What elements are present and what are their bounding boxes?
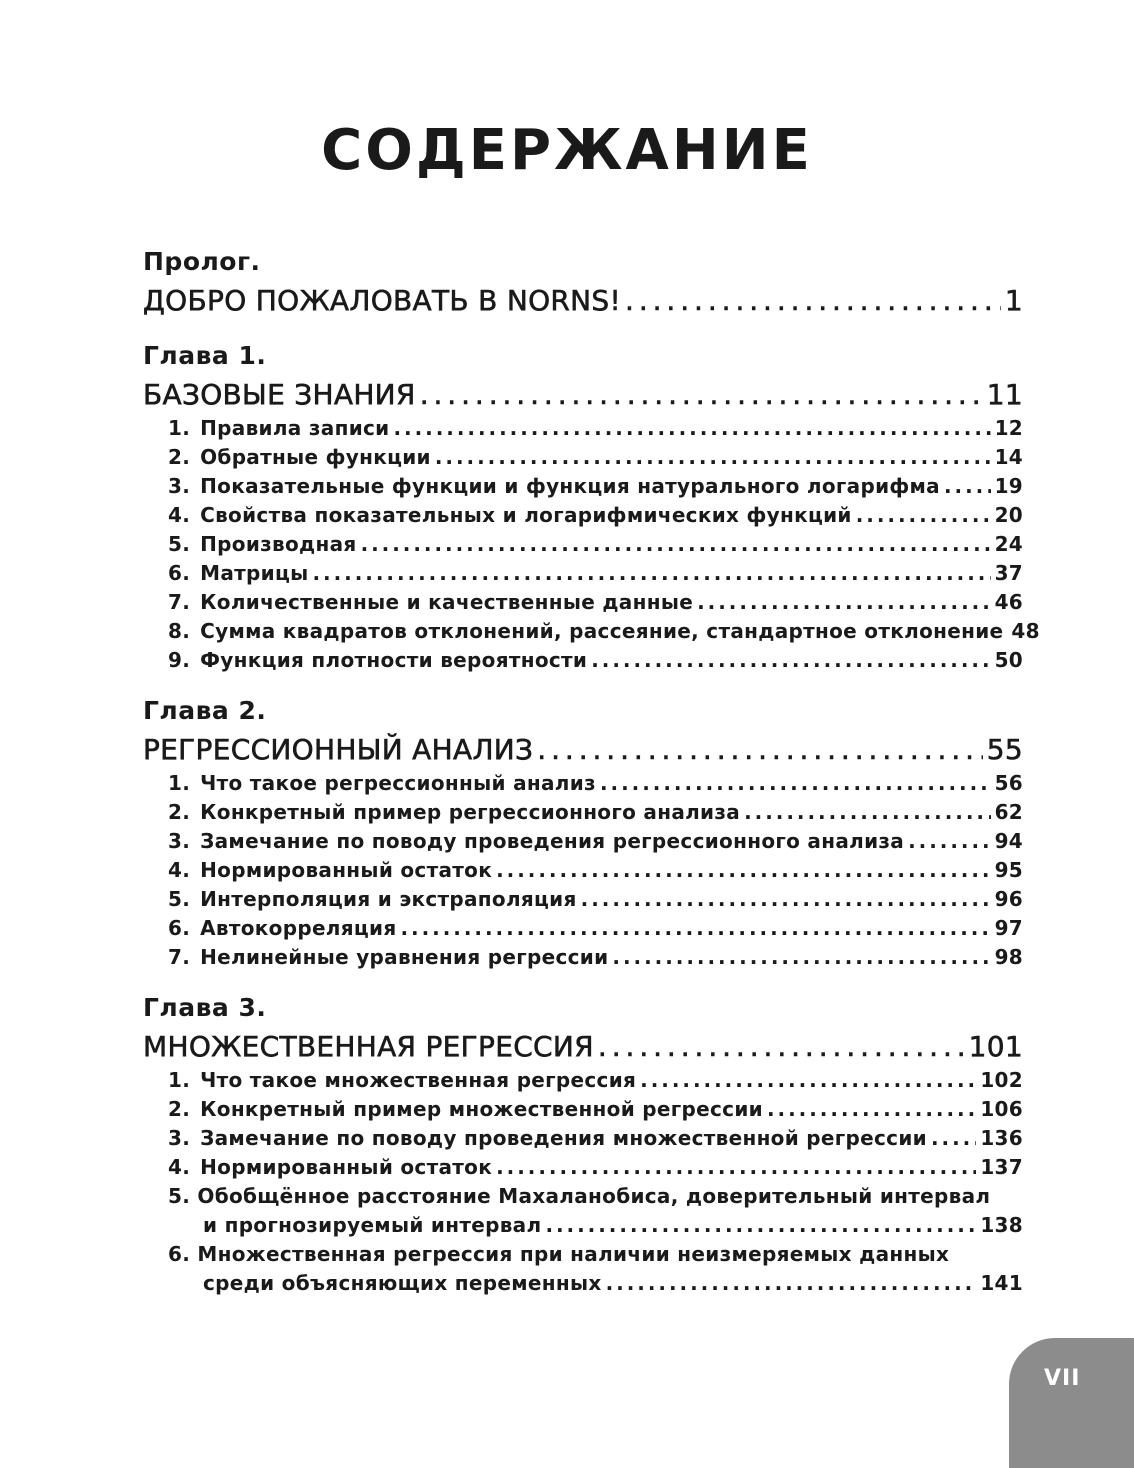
dot-leader: [931, 1124, 976, 1153]
toc-item[interactable]: [168, 617, 1040, 646]
item-title: Правила записи: [200, 416, 390, 440]
dot-leader: [697, 588, 990, 617]
item-title: Производная: [200, 532, 357, 556]
item-number: 1.: [168, 416, 191, 440]
toc-item[interactable]: [168, 914, 1023, 943]
toc-item[interactable]: [168, 827, 1023, 856]
item-title: Конкретный пример регрессионного анализа: [200, 800, 741, 824]
item-page: 106: [980, 1097, 1023, 1121]
page-number: VII: [1044, 1366, 1081, 1391]
item-number: 6.: [168, 916, 191, 940]
item-page: 50: [994, 648, 1023, 672]
chapter-heading: МНОЖЕСТВЕННАЯ РЕГРЕССИЯ: [143, 1030, 594, 1063]
item-page: 96: [994, 887, 1023, 911]
dot-leader: [767, 1095, 976, 1124]
toc-item[interactable]: [168, 414, 1023, 443]
dot-leader: [625, 282, 1001, 320]
item-number: 1.: [168, 771, 191, 795]
item-title: Нормированный остаток: [200, 1155, 493, 1179]
item-title: Количественные и качественные данные: [200, 590, 694, 614]
toc-item[interactable]: [168, 443, 1023, 472]
dot-leader: [361, 530, 991, 559]
dot-leader: [944, 472, 991, 501]
item-page: 137: [980, 1155, 1023, 1179]
toc-item[interactable]: [168, 559, 1023, 588]
dot-leader: [640, 1066, 976, 1095]
toc-item[interactable]: [168, 472, 1023, 501]
item-page: 19: [994, 474, 1023, 498]
item-title: Множественная регрессия при наличии неизмеряемых данных: [197, 1242, 950, 1266]
item-number: 3.: [168, 474, 191, 498]
item-title: Что такое регрессионный анализ: [200, 771, 596, 795]
item-page: 37: [994, 561, 1023, 585]
toc-item[interactable]: [168, 885, 1023, 914]
chapter-heading: РЕГРЕССИОННЫЙ АНАЛИЗ: [143, 733, 534, 766]
toc-item[interactable]: [168, 1124, 1023, 1153]
item-number: 5.: [168, 887, 191, 911]
toc-item[interactable]: [168, 798, 1023, 827]
item-page: 14: [994, 445, 1023, 469]
item-page: 94: [994, 829, 1023, 853]
item-title: Что такое множественная регрессия: [200, 1068, 637, 1092]
toc-item[interactable]: [168, 1095, 1023, 1124]
prologue-label: Пролог.: [143, 247, 261, 276]
toc-item-line-2[interactable]: [203, 1211, 1023, 1240]
dot-leader: [496, 1153, 976, 1182]
item-number: 2.: [168, 800, 191, 824]
chapter-heading-row[interactable]: [143, 1028, 1023, 1066]
dot-leader: [581, 885, 991, 914]
toc-item[interactable]: [168, 769, 1023, 798]
item-page: 141: [980, 1271, 1023, 1295]
item-page: 102: [980, 1068, 1023, 1092]
item-number: 3.: [168, 1126, 191, 1150]
dot-leader: [744, 798, 990, 827]
toc-item[interactable]: [168, 646, 1023, 675]
item-page: 46: [994, 590, 1023, 614]
item-title: Автокорреляция: [200, 916, 397, 940]
item-number: 9.: [168, 648, 191, 672]
dot-leader: [537, 731, 982, 769]
item-title: Матрицы: [200, 561, 309, 585]
item-page: 12: [994, 416, 1023, 440]
item-page: 95: [994, 858, 1023, 882]
dot-leader: [545, 1211, 976, 1240]
item-title: Нормированный остаток: [200, 858, 493, 882]
dot-leader: [435, 443, 991, 472]
toc-item[interactable]: [168, 530, 1023, 559]
chapter-1-section: [143, 336, 1040, 675]
item-title: Конкретный пример множественной регрессии: [200, 1097, 763, 1121]
item-title: Сумма квадратов отклонений, рассеяние, стандартное отклонение: [200, 619, 1004, 643]
item-page: 20: [994, 503, 1023, 527]
item-title: Свойства показательных и логарифмических функций: [200, 503, 852, 527]
item-page: 24: [994, 532, 1023, 556]
chapter-heading-row[interactable]: [143, 376, 1023, 414]
dot-leader: [856, 501, 991, 530]
dot-leader: [598, 1028, 965, 1066]
dot-leader: [312, 559, 990, 588]
chapter-label: Глава 3.: [143, 993, 267, 1022]
chapter-heading: БАЗОВЫЕ ЗНАНИЯ: [143, 378, 416, 411]
dot-leader: [400, 914, 990, 943]
toc-item[interactable]: [168, 1066, 1023, 1095]
dot-leader: [600, 769, 991, 798]
toc-item-line-2[interactable]: [203, 1269, 1023, 1298]
dot-leader: [591, 646, 990, 675]
table-of-contents: [143, 242, 1040, 1298]
chapter-page: 101: [968, 1030, 1023, 1063]
prologue-heading: ДОБРО ПОЖАЛОВАТЬ В NORNS!: [143, 284, 622, 317]
item-number: 2.: [168, 1097, 191, 1121]
chapter-label: Глава 2.: [143, 696, 267, 725]
item-number: 5.: [168, 532, 191, 556]
item-page: 98: [994, 945, 1023, 969]
item-number: 6.: [168, 561, 191, 585]
toc-item-line-1[interactable]: [168, 1240, 1023, 1269]
item-title: Замечание по поводу проведения множественной регрессии: [200, 1126, 927, 1150]
dot-leader: [606, 1269, 977, 1298]
item-number: 8.: [168, 619, 191, 643]
item-number: 4.: [168, 503, 191, 527]
item-number: 1.: [168, 1068, 191, 1092]
item-title: Обратные функции: [200, 445, 431, 469]
chapter-2-section: [143, 691, 1023, 972]
item-page: 138: [980, 1213, 1023, 1237]
dot-leader: [908, 827, 990, 856]
toc-item[interactable]: [168, 1153, 1023, 1182]
dot-leader: [393, 414, 990, 443]
item-title: Интерполяция и экстраполяция: [200, 887, 577, 911]
item-page: 48: [1011, 619, 1040, 643]
chapter-3-section: [143, 988, 1023, 1298]
toc-item[interactable]: [168, 588, 1023, 617]
item-number: 4.: [168, 1155, 191, 1179]
toc-item[interactable]: [168, 856, 1023, 885]
prologue-page: 1: [1004, 284, 1023, 317]
chapter-heading-row[interactable]: [143, 731, 1023, 769]
item-number: 5.: [168, 1184, 191, 1208]
item-number: 6.: [168, 1242, 191, 1266]
prologue-section: [143, 242, 1023, 320]
toc-item[interactable]: [168, 501, 1023, 530]
prologue-heading-row[interactable]: [143, 282, 1023, 320]
toc-item[interactable]: [168, 943, 1023, 972]
page-title: СОДЕРЖАНИЕ: [321, 118, 813, 183]
toc-item-line-1[interactable]: [168, 1182, 1023, 1211]
item-number: 2.: [168, 445, 191, 469]
item-number: 7.: [168, 590, 191, 614]
item-number: 4.: [168, 858, 191, 882]
page-number-tab: [1009, 1338, 1134, 1468]
item-title: Показательные функции и функция натурального логарифма: [200, 474, 940, 498]
item-number: 3.: [168, 829, 191, 853]
item-title: Функция плотности вероятности: [200, 648, 588, 672]
chapter-page: 55: [986, 733, 1023, 766]
item-page: 97: [994, 916, 1023, 940]
item-page: 56: [994, 771, 1023, 795]
item-page: 62: [994, 800, 1023, 824]
dot-leader: [496, 856, 990, 885]
item-title: Замечание по поводу проведения регрессионного анализа: [200, 829, 905, 853]
dot-leader: [420, 376, 983, 414]
item-number: 7.: [168, 945, 191, 969]
item-title-continued: и прогнозируемый интервал: [203, 1213, 542, 1237]
dot-leader: [612, 943, 990, 972]
chapter-label: Глава 1.: [143, 341, 267, 370]
chapter-page: 11: [986, 378, 1023, 411]
item-title: Обобщённое расстояние Махаланобиса, доверительный интервал: [197, 1184, 991, 1208]
item-title: Нелинейные уравнения регрессии: [200, 945, 609, 969]
item-page: 136: [980, 1126, 1023, 1150]
item-title-continued: среди объясняющих переменных: [203, 1271, 602, 1295]
